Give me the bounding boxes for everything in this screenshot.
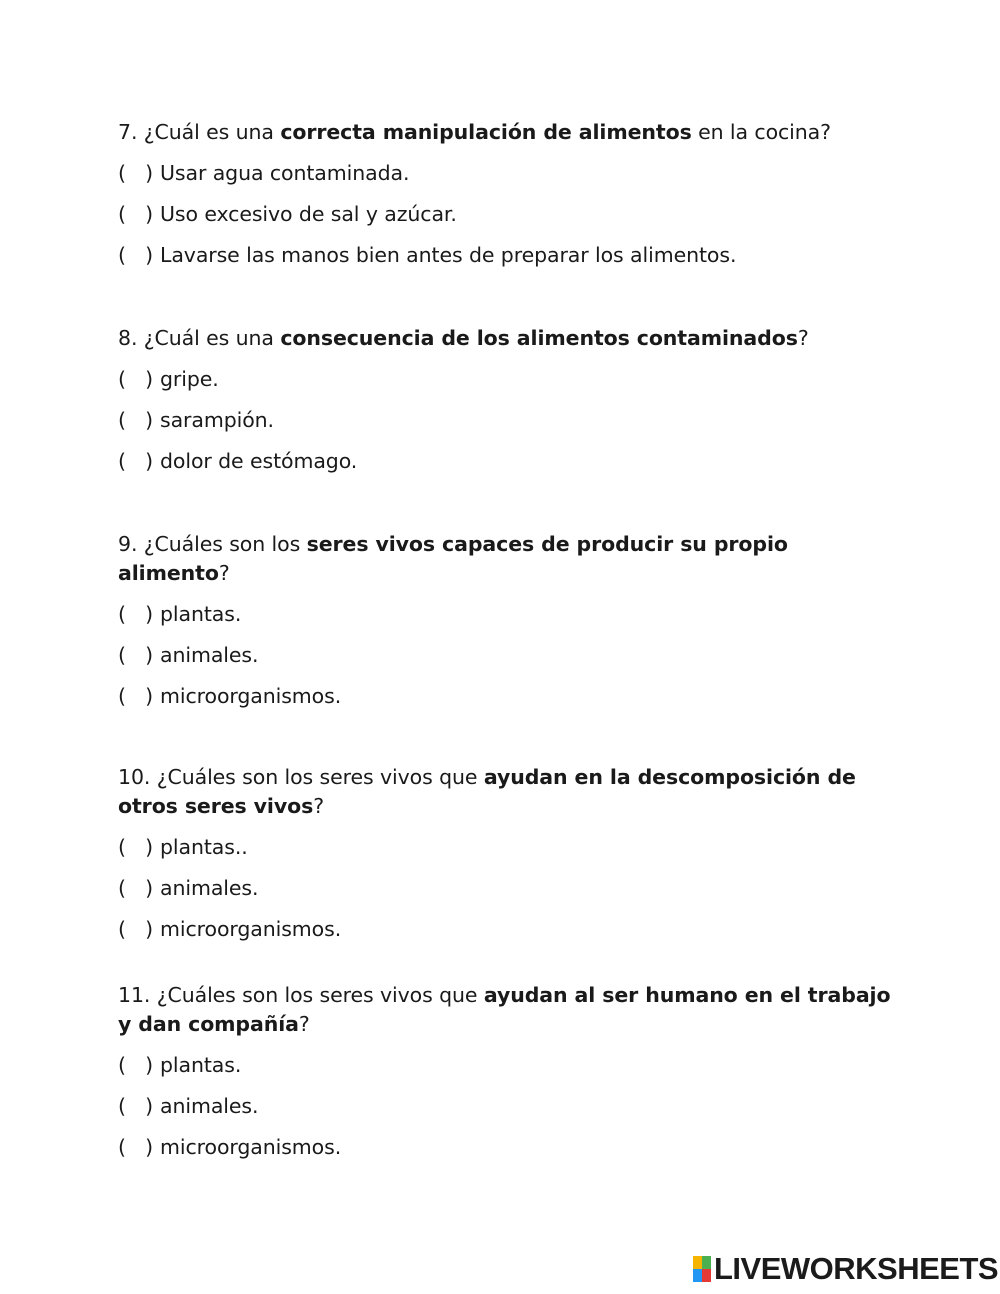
answer-option [118,682,893,711]
question-keyword: seres vivos capaces de producir su propio alimento [118,532,788,585]
logo-icon [693,1256,711,1282]
answer-option [118,600,893,629]
answer-checkbox[interactable]: ( ) [118,917,154,941]
question-keyword: ayudan al ser humano en el trabajo y dan compañía [118,983,891,1036]
answer-option [118,833,893,862]
question-fragment: 7. ¿Cuál es una [118,120,281,144]
answer-option-label: plantas.. [160,835,248,859]
answer-option-label: plantas. [160,602,242,626]
answer-option [118,915,893,944]
answer-checkbox[interactable]: ( ) [118,1135,154,1159]
answer-option-label: animales. [160,1094,259,1118]
question-fragment: ? [218,561,230,585]
answer-checkbox[interactable]: ( ) [118,1053,154,1077]
question-text [118,530,893,588]
answer-checkbox[interactable]: ( ) [118,202,154,226]
answer-option-label: Usar agua contaminada. [160,161,410,185]
answer-option-label: sarampión. [160,408,274,432]
answer-option [118,241,893,270]
question-keyword: ayudan en la descomposición de otros seres vivos [118,765,856,818]
answer-option-label: microorganismos. [160,684,342,708]
answer-option [118,641,893,670]
answer-option-label: plantas. [160,1053,242,1077]
answer-checkbox[interactable]: ( ) [118,161,154,185]
answer-option [118,447,893,476]
answer-checkbox[interactable]: ( ) [118,876,154,900]
answer-option [118,1092,893,1121]
question-q9 [118,530,893,711]
question-text [118,763,893,821]
answer-option-label: Uso excesivo de sal y azúcar. [160,202,457,226]
answer-option [118,1133,893,1162]
question-text [118,324,893,353]
question-fragment: 8. ¿Cuál es una [118,326,281,350]
answer-checkbox[interactable]: ( ) [118,449,154,473]
question-q7 [118,118,893,270]
answer-checkbox[interactable]: ( ) [118,243,154,267]
question-text [118,118,893,147]
answer-option [118,406,893,435]
answer-option-label: Lavarse las manos bien antes de preparar los alimentos. [160,243,737,267]
answer-option-label: microorganismos. [160,1135,342,1159]
answer-option [118,159,893,188]
answer-option-label: dolor de estómago. [160,449,358,473]
question-keyword: correcta manipulación de alimentos [280,120,692,144]
question-fragment: en la cocina? [691,120,831,144]
answer-option-label: microorganismos. [160,917,342,941]
answer-option [118,1051,893,1080]
answer-checkbox[interactable]: ( ) [118,602,154,626]
answer-checkbox[interactable]: ( ) [118,408,154,432]
answer-option-label: animales. [160,643,259,667]
answer-checkbox[interactable]: ( ) [118,367,154,391]
answer-option [118,200,893,229]
answer-checkbox[interactable]: ( ) [118,835,154,859]
answer-option [118,874,893,903]
question-fragment: 10. ¿Cuáles son los seres vivos que [118,765,484,789]
question-text [118,981,893,1039]
answer-option-label: gripe. [160,367,219,391]
question-fragment: ? [313,794,324,818]
question-q11 [118,981,893,1162]
question-fragment: 9. ¿Cuáles son los [118,532,307,556]
answer-option-label: animales. [160,876,259,900]
question-fragment: 11. ¿Cuáles son los seres vivos que [118,983,484,1007]
question-q8 [118,324,893,476]
question-keyword: consecuencia de los alimentos contaminados [280,326,798,350]
answer-checkbox[interactable]: ( ) [118,643,154,667]
answer-checkbox[interactable]: ( ) [118,684,154,708]
answer-checkbox[interactable]: ( ) [118,1094,154,1118]
answer-option [118,365,893,394]
liveworksheets-logo [693,1252,998,1286]
question-fragment: ? [298,1012,310,1036]
logo-text: LIVEWORKSHEETS [714,1251,999,1286]
question-fragment: ? [797,326,809,350]
question-q10 [118,763,893,944]
